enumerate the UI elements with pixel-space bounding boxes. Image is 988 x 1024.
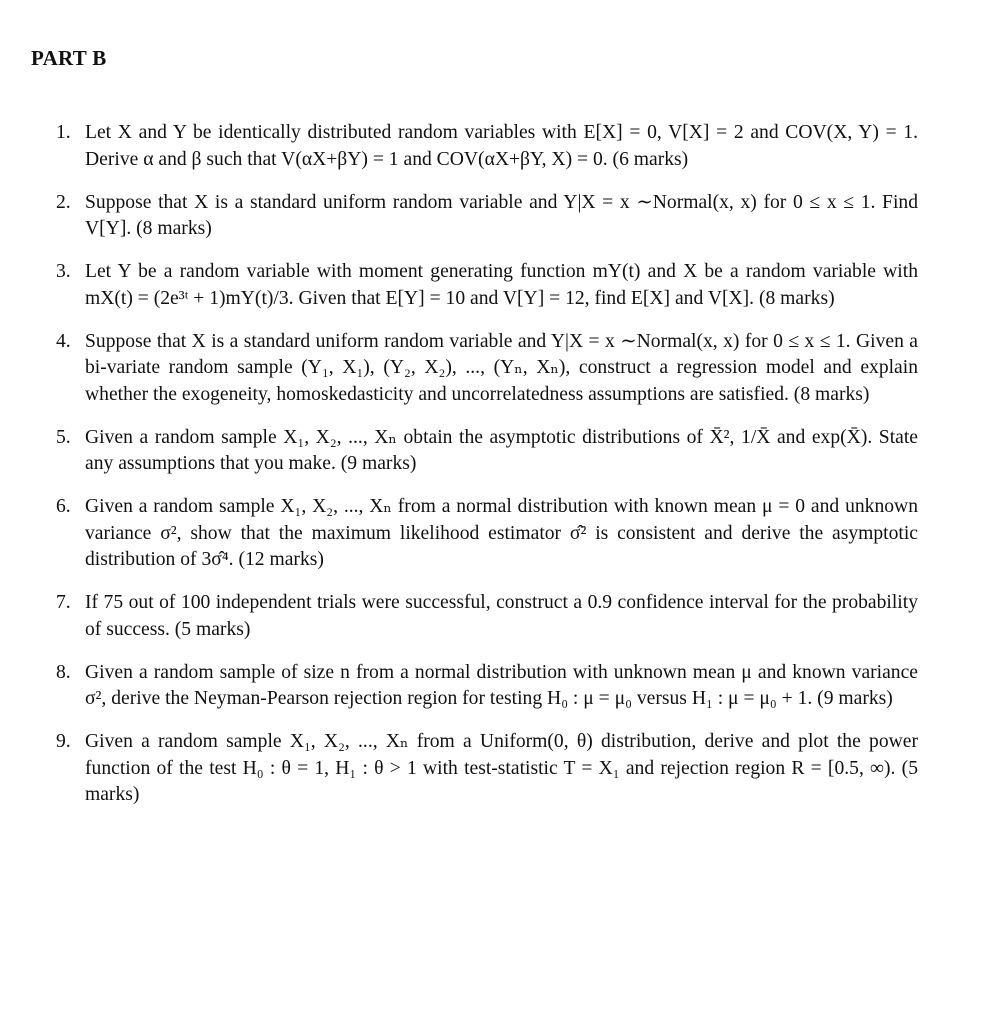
question-number: 4. [56, 330, 71, 352]
question-text: Let Y be a random variable with moment generating function mY(t) and X be a random variable with mX(t) = (2e³ᵗ + 1)mY(t)/3. Given that E[Y] = 10 and V[Y] = 12, find E[X] and V[X]. (8 marks) [85, 261, 918, 309]
question-item [56, 729, 918, 809]
section-title: PART B [31, 46, 107, 70]
question-number: 6. [56, 496, 71, 517]
question-item [56, 660, 918, 713]
question-text: Let X and Y be identically distributed random variables with E[X] = 0, V[X] = 2 and COV(X, Y) = 1. Derive α and β such that V(αX+βY) = 1 and COV(αX+βY, X) = 0. (6 marks) [85, 122, 918, 170]
question-number: 9. [56, 731, 71, 752]
question-item [56, 120, 918, 173]
question-text: Given a random sample X₁, X₂, ..., Xₙ from a normal distribution with known mean μ = 0 and unknown variance σ², show that the maximum likelihood estimator σ̂² is consistent and derive the asymptotic distribution of 3σ̂⁴. (12 marks) [85, 496, 918, 570]
question-number: 7. [56, 592, 71, 613]
question-list [56, 120, 918, 825]
question-number: 8. [56, 661, 71, 683]
question-number: 1. [56, 122, 71, 143]
question-item [56, 259, 918, 312]
question-text: Suppose that X is a standard uniform random variable and Y|X = x ∼Normal(x, x) for 0 ≤ x ≤ 1. Given a bi-variate random sample (Y₁, X₁), (Y₂, X₂), ..., (Yₙ, Xₙ), construct a regression model and explain whether the exogeneity, homoskedasticity and uncorrelatedness assumptions are satisfied. (8 marks) [85, 330, 918, 405]
question-item [56, 590, 918, 643]
question-item [56, 190, 918, 243]
question-text: Given a random sample X₁, X₂, ..., Xₙ from a Uniform(0, θ) distribution, derive and plot the power function of the test H₀ : θ = 1, H₁ : θ > 1 with test-statistic T = X₁ and rejection region R = [0.5, ∞). (5 marks) [85, 731, 918, 805]
question-number: 5. [56, 426, 71, 448]
question-item [56, 329, 918, 409]
question-item [56, 425, 918, 478]
question-number: 2. [56, 191, 71, 213]
question-text: If 75 out of 100 independent trials were successful, construct a 0.9 confidence interval for the probability of success. (5 marks) [85, 592, 918, 640]
question-text: Given a random sample X₁, X₂, ..., Xₙ obtain the asymptotic distributions of X̄², 1/X̄ and exp(X̄). State any assumptions that you make. (9 marks) [85, 426, 918, 474]
question-text: Suppose that X is a standard uniform random variable and Y|X = x ∼Normal(x, x) for 0 ≤ x ≤ 1. Find V[Y]. (8 marks) [85, 191, 918, 239]
question-text: Given a random sample of size n from a normal distribution with unknown mean μ and known variance σ², derive the Neyman-Pearson rejection region for testing H₀ : μ = μ₀ versus H₁ : μ = μ₀ + 1. (9 marks) [85, 661, 918, 709]
question-item [56, 494, 918, 574]
question-number: 3. [56, 261, 71, 282]
